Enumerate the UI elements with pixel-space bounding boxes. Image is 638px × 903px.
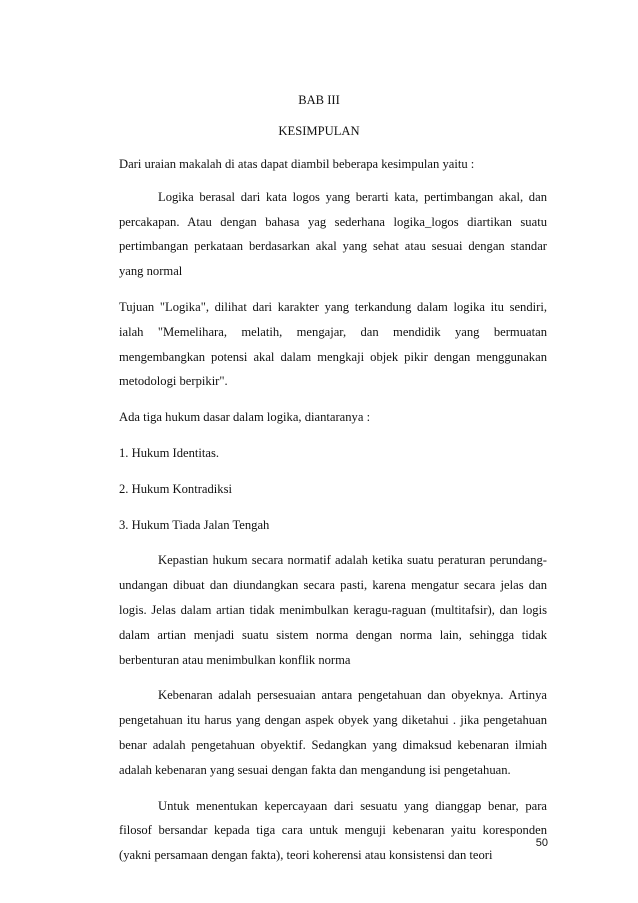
paragraph-logika-definition: Logika berasal dari kata logos yang berarti kata, pertimbangan akal, dan percakapan. Atau dengan bahasa yag sederhana logika_logos diartikan suatu pertimbangan perkataan berdasarkan akal yang sehat atau sesuai dengan standar yang normal (119, 189, 547, 279)
paragraph-legal-certainty: Kepastian hukum secara normatif adalah ketika suatu peraturan perundang-undangan dibuat dan diundangkan secara pasti, karena mengatur secara jelas dan logis. Jelas dalam artian tidak menimbulkan keragu-raguan (multitafsir), dan logis dalam artian menjadi suatu sistem norma dengan norma lain, sehingga tidak berbenturan atau menimbulkan konflik norma (119, 553, 547, 667)
list-item-identity-law: 1. Hukum Identitas. (119, 445, 220, 460)
list-item-contradiction-law: 2. Hukum Kontradiksi (119, 481, 232, 496)
paragraph-intro: Dari uraian makalah di atas dapat diambil beberapa kesimpulan yaitu : (119, 157, 475, 171)
chapter-title: KESIMPULAN (278, 124, 360, 138)
paragraph-truth-tests: Untuk menentukan kepercayaan dari sesuatu yang dianggap benar, para filosof bersandar kepada tiga cara untuk menguji kebenaran yaitu koresponden (yakni persamaan dengan fakta), teori koherensi atau konsistensi dan teori (119, 798, 547, 863)
chapter-label: BAB III (298, 93, 340, 107)
list-item-excluded-middle-law: 3. Hukum Tiada Jalan Tengah (119, 517, 270, 532)
paragraph-laws-intro: Ada tiga hukum dasar dalam logika, diantaranya : (119, 410, 371, 425)
paragraph-truth: Kebenaran adalah persesuaian antara pengetahuan dan obyeknya. Artinya pengetahuan itu harus yang dengan aspek obyek yang diketahui . jika pengetahuan benar adalah pengetahuan obyektif. Sedangkan yang dimaksud kebenaran ilmiah adalah kebenaran yang sesuai dengan fakta dan mengandung isi pengetahuan. (119, 688, 547, 777)
page-number: 50 (535, 837, 548, 849)
paragraph-logika-purpose: Tujuan "Logika", dilihat dari karakter yang terkandung dalam logika itu sendiri, ialah "Memelihara, melatih, mengajar, dan mendidik yang bermuatan mengembangkan potensi akal dalam mengkaji objek pikir dengan menggunakan metodologi berpikir". (119, 299, 547, 389)
body-text (119, 152, 547, 868)
